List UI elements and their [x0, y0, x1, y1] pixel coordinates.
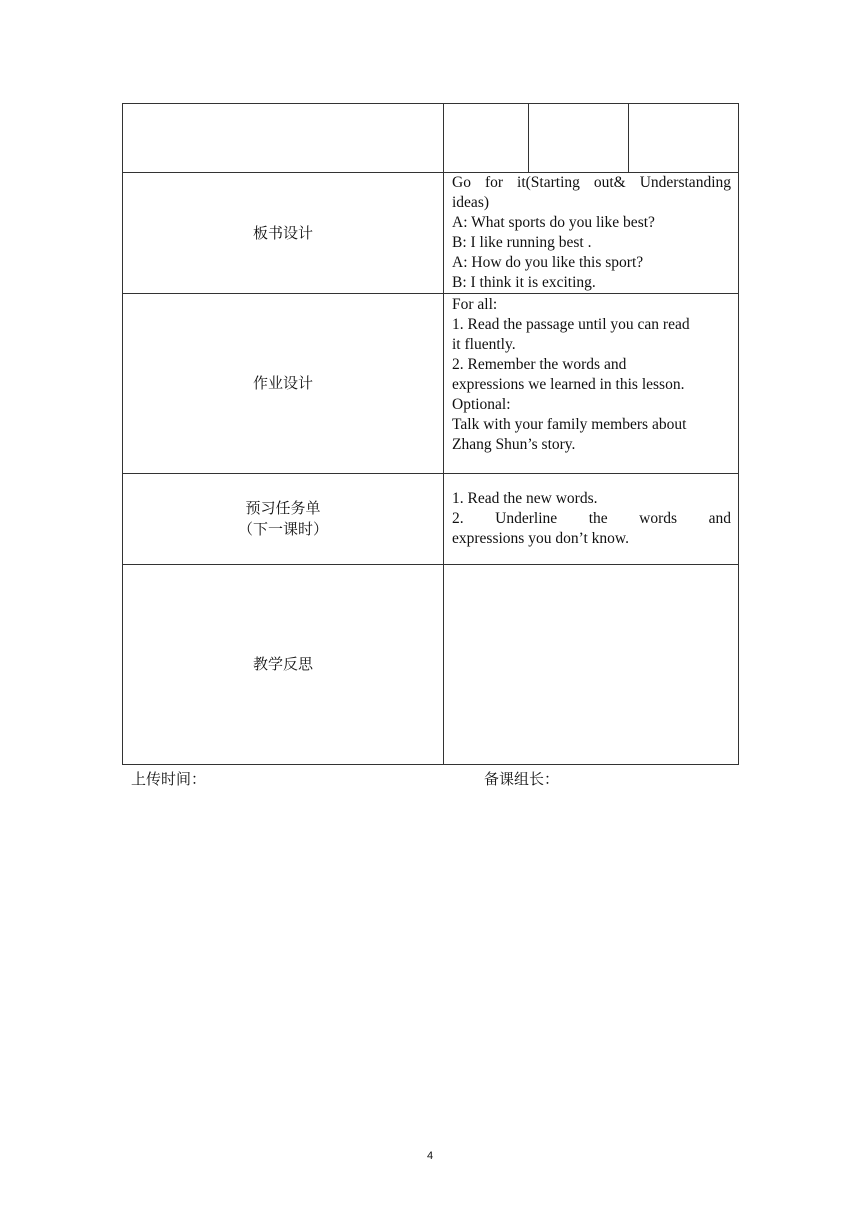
preview-task-label: 预习任务单 — [245, 499, 321, 517]
content-line: A: How do you like this sport? — [452, 254, 644, 271]
content-line: 1. Read the passage until you can read — [452, 316, 690, 333]
content-line: 2. Underline the words and — [452, 510, 731, 527]
empty-header-row — [123, 104, 739, 173]
content-line: Optional: — [452, 396, 511, 413]
content-line: Go for it(Starting out& Understanding — [452, 174, 731, 191]
preview-task-sublabel: （下一课时） — [237, 520, 328, 538]
empty-cell — [444, 104, 529, 173]
content-line: it fluently. — [452, 336, 516, 353]
teaching-reflection-row — [123, 565, 739, 765]
homework-design-content — [444, 294, 739, 474]
content-line: Talk with your family members about — [452, 416, 687, 433]
blackboard-design-content — [444, 173, 739, 294]
lesson-plan-table — [122, 103, 739, 765]
content-line: For all: — [452, 296, 498, 313]
preview-task-label-cell — [123, 474, 444, 565]
content-line: ideas) — [452, 194, 490, 211]
content-line: A: What sports do you like best? — [452, 214, 655, 231]
empty-cell — [629, 104, 739, 173]
content-line: B: I think it is exciting. — [452, 274, 596, 291]
empty-cell — [123, 104, 444, 173]
content-line: 1. Read the new words. — [452, 490, 598, 507]
content-line: 2. Remember the words and — [452, 356, 627, 373]
homework-design-row — [123, 294, 739, 474]
content-line: expressions we learned in this lesson. — [452, 376, 685, 393]
group-leader-label: 备课组长： — [484, 770, 560, 788]
upload-time-label: 上传时间： — [131, 770, 207, 788]
empty-cell — [529, 104, 629, 173]
teaching-reflection-label: 教学反思 — [123, 565, 444, 765]
blackboard-design-row — [123, 173, 739, 294]
content-line: B: I like running best . — [452, 234, 592, 251]
homework-design-label: 作业设计 — [123, 294, 444, 474]
blackboard-design-label: 板书设计 — [123, 173, 444, 294]
content-line: expressions you don’t know. — [452, 530, 629, 547]
page-number: 4 — [426, 1150, 434, 1162]
teaching-reflection-content — [444, 565, 739, 765]
preview-task-row — [123, 474, 739, 565]
preview-task-content — [444, 474, 739, 565]
content-line: Zhang Shun’s story. — [452, 436, 576, 453]
